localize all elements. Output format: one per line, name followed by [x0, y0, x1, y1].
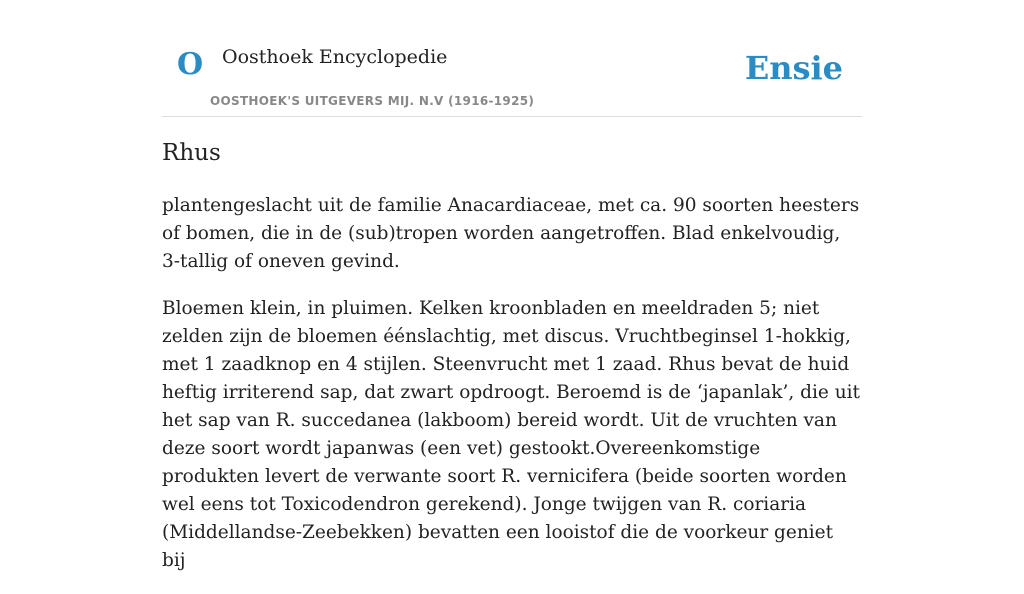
source-subtitle: OOSTHOEK'S UITGEVERS MIJ. N.V (1916-1925) [210, 94, 535, 108]
entry-body [162, 192, 862, 594]
page-container [162, 0, 862, 571]
source-header [162, 0, 862, 117]
entry-paragraph: plantengeslacht uit de familie Anacardiaceae, met ca. 90 soorten heesters of bomen, die in de (sub)tropen worden aangetroffen. Blad enkelvoudig, 3-tallig of oneven gevind. [162, 195, 860, 272]
entry-paragraph: Bloemen klein, in pluimen. Kelken kroonbladen en meeldraden 5; niet zelden zijn de bloemen éénslachtig, met discus. Vruchtbeginsel 1-hokkig, met 1 zaadknop en 4 stijlen. Steenvrucht met 1 zaad. Rhus bevat de huid heftig irriterend sap, dat zwart opdroogt. Beroemd is de ‘japanlak’, die uit het sap van R. succedanea (lakboom) bereid wordt. Uit de vruchten van deze soort wordt japanwas (een vet) gestookt.Overeenkomstige produkten levert de verwante soort R. vernicifera (beide soorten worden wel eens tot Toxicodendron gerekend). Jonge twijgen van R. coriaria (Middellandse-Zeebekken) bevatten een looistof die de voorkeur geniet bij [162, 298, 860, 571]
entry-title: Rhus [162, 140, 221, 166]
source-logo[interactable]: O [177, 47, 204, 82]
ensie-logo-link[interactable]: Ensie [744, 49, 843, 87]
source-title[interactable]: Oosthoek Encyclopedie [222, 46, 448, 68]
